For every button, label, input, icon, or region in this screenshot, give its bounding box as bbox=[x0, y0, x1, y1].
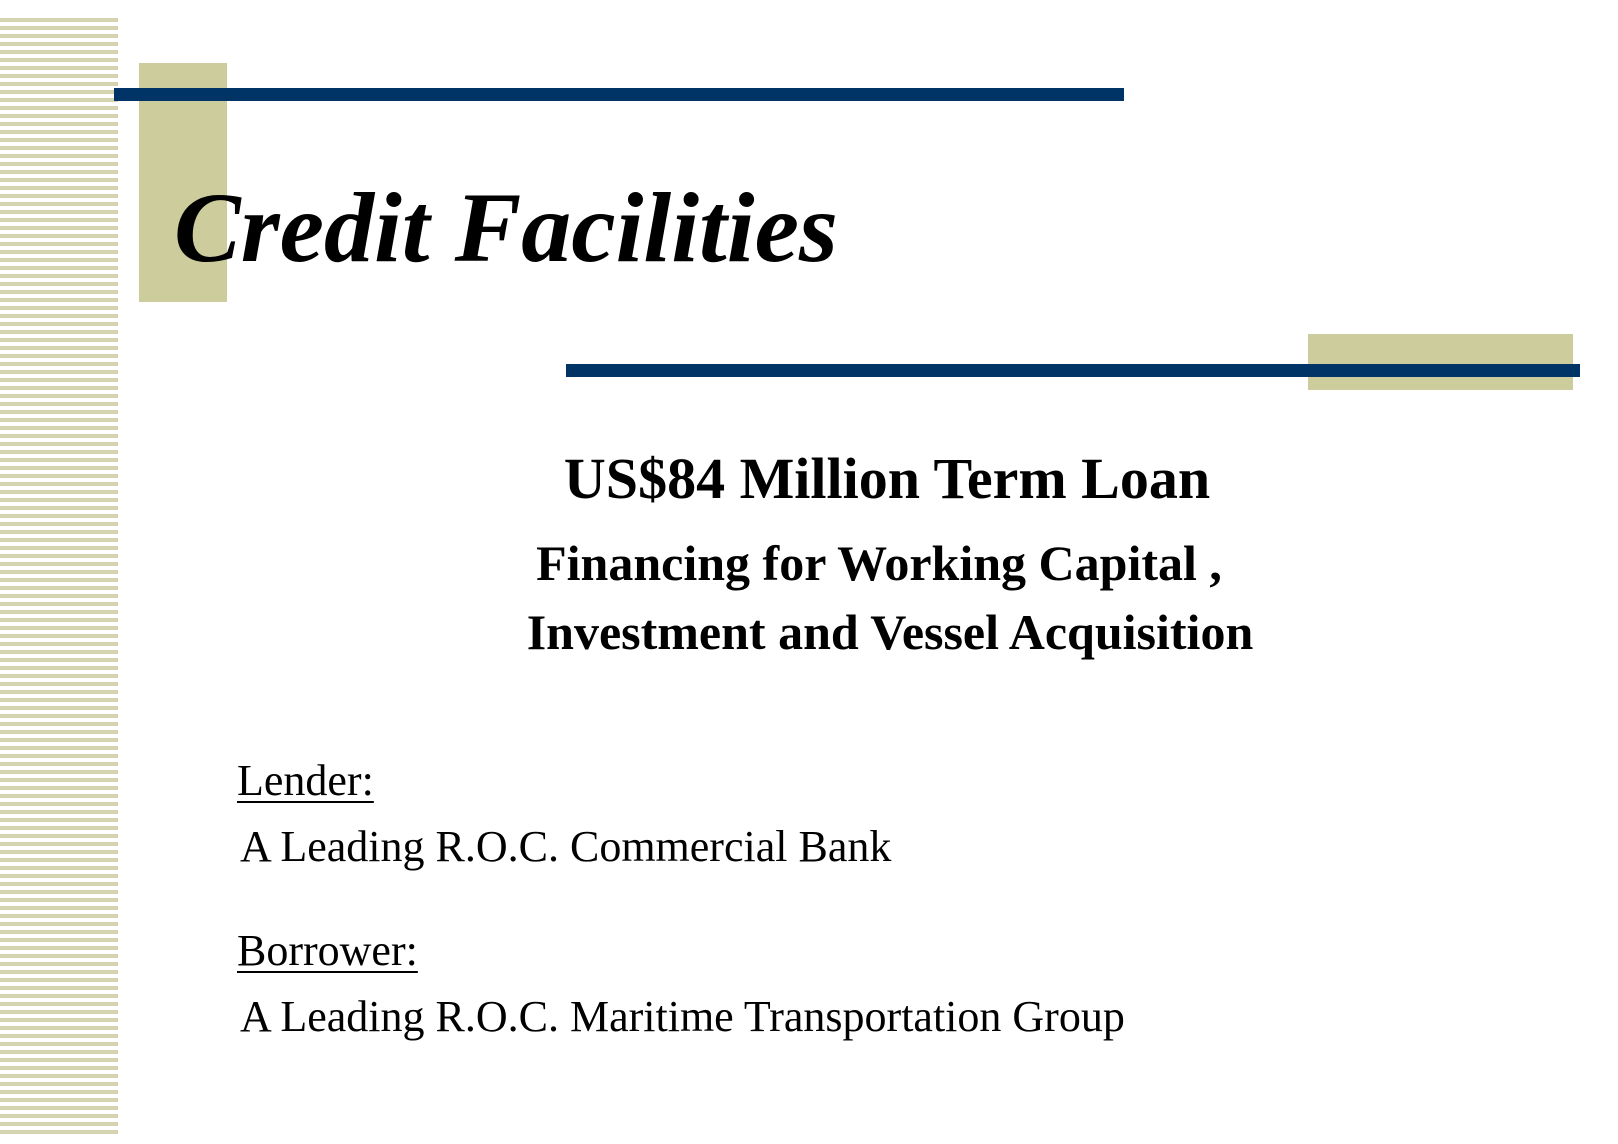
lender-label: Lender: bbox=[237, 756, 374, 805]
accent-block-right bbox=[1308, 334, 1573, 390]
loan-headline: US$84 Million Term Loan bbox=[563, 446, 1211, 511]
middle-rule bbox=[566, 364, 1580, 377]
borrower-value: A Leading R.O.C. Maritime Transportation Group bbox=[240, 992, 1125, 1041]
borrower-label: Borrower: bbox=[237, 926, 418, 975]
loan-purpose-line-1: Financing for Working Capital , bbox=[536, 535, 1222, 591]
top-rule bbox=[114, 88, 1124, 101]
loan-purpose-line-2: Investment and Vessel Acquisition bbox=[526, 604, 1254, 660]
lender-value: A Leading R.O.C. Commercial Bank bbox=[240, 822, 892, 871]
slide-title: Credit Facilities bbox=[174, 172, 838, 283]
